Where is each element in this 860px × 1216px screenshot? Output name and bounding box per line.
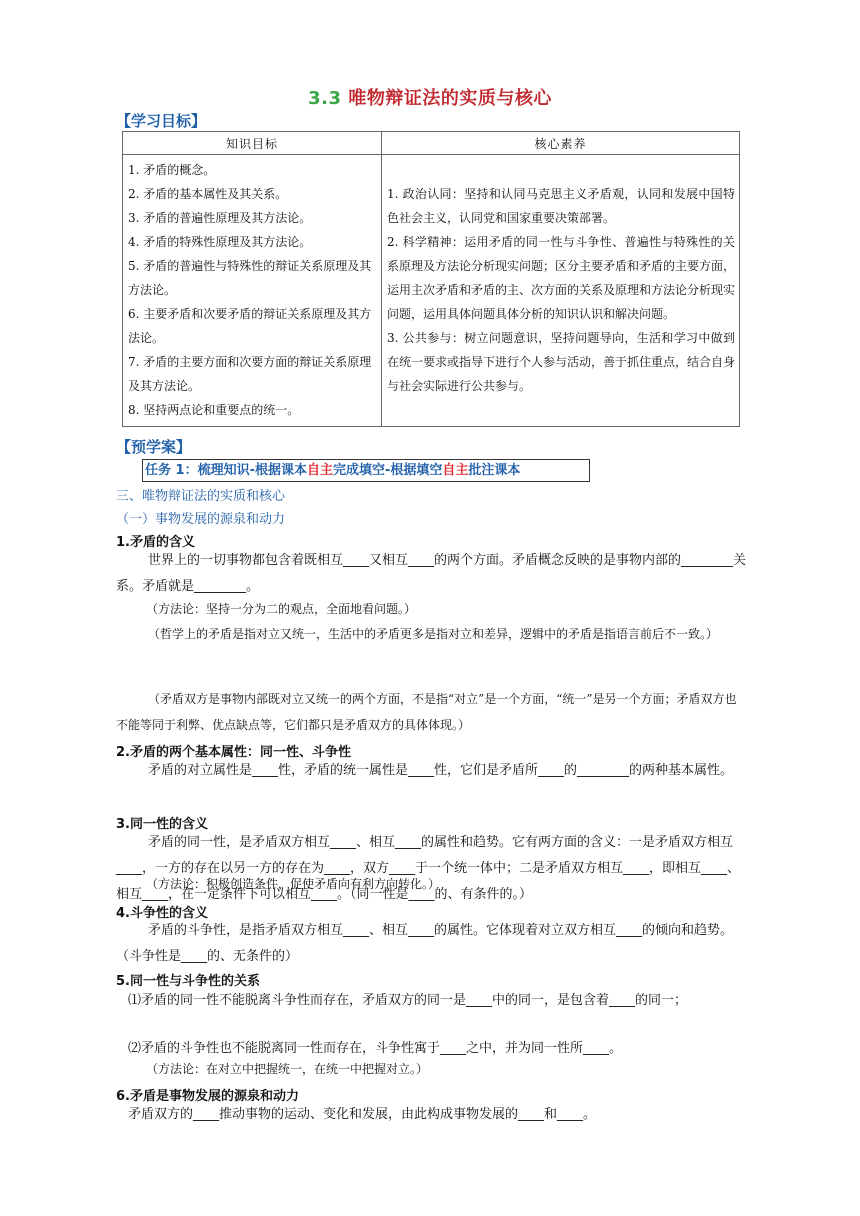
core-literacy-cell (382, 155, 740, 427)
knowledge-goal-item: 8. 坚持两点论和重要点的统一。 (128, 403, 300, 417)
heading-identity-meaning: 3.同一性的含义 (116, 817, 208, 832)
title-text: 唯物辩证法的实质与核心 (348, 88, 552, 109)
methodology-note: （方法论：积极创造条件，促使矛盾向有利方向转化。） (146, 877, 441, 891)
paragraph-relation-1: ⑴矛盾的同一性不能脱离斗争性而存在，矛盾双方的同一是____中的同一，是包含着____的同一； (128, 993, 688, 1008)
task-highlight: 自主 (442, 463, 469, 478)
paragraph-source-of-development: 矛盾双方的____推动事物的运动、变化和发展，由此构成事物发展的____和____。 (128, 1107, 597, 1122)
core-literacy-item: 3. 公共参与：树立问题意识，坚持问题导向，生活和学习中做到在统一要求或指导下进行个人参与活动，善于抓住重点，结合自身与社会实际进行公共参与。 (387, 331, 736, 393)
preview-section-heading: 【预学案】 (116, 438, 192, 456)
core-literacy-item: 2. 科学精神：运用矛盾的同一性与斗争性、普遍性与特殊性的关系原理及方法论分析现实问题；区分主要矛盾和矛盾的主要方面，运用主次矛盾和矛盾的主、次方面的关系及原理和方法论分析现实问题，运用具体问题具体分析的知识认识和解决问题。 (387, 235, 736, 321)
paragraph-identity-meaning: 矛盾的同一性，是矛盾双方相互____、相互____的属性和趋势。它有两方面的含义：一是矛盾双方相互____，一方的存在以另一方的存在为____，双方____于一个统一体中；二是矛盾双方相互____，即相互____、相互____，在一定条件下可以相互____。（同一性是____的、有条件的。） (116, 835, 741, 902)
learning-goals-table (122, 131, 740, 427)
knowledge-goal-item: 7. 矛盾的主要方面和次要方面的辩证关系原理及其方法论。 (128, 355, 372, 393)
task-text-part: 批注课本 (468, 463, 521, 478)
heading-basic-attributes: 2.矛盾的两个基本属性：同一性、斗争性 (116, 745, 351, 760)
knowledge-goal-item: 6. 主要矛盾和次要矛盾的辩证关系原理及其方法论。 (128, 307, 372, 345)
section-three-heading: 三、唯物辩证法的实质和核心 (116, 489, 286, 504)
knowledge-goal-item: 5. 矛盾的普遍性与特殊性的辩证关系原理及其方法论。 (128, 259, 372, 297)
subsection-one-heading: （一）事物发展的源泉和动力 (116, 512, 286, 527)
methodology-note: （方法论：坚持一分为二的观点，全面地看问题。） (146, 602, 417, 616)
knowledge-goals-header: 知识目标 (123, 132, 382, 155)
knowledge-goal-item: 4. 矛盾的特殊性原理及其方法论。 (128, 235, 312, 249)
task-text-part: 完成填空-根据填空 (332, 463, 443, 478)
task-highlight: 自主 (306, 463, 333, 478)
page-title (0, 84, 860, 110)
heading-source-of-development: 6.矛盾是事物发展的源泉和动力 (116, 1089, 299, 1104)
knowledge-goals-cell (123, 155, 382, 427)
knowledge-goal-item: 2. 矛盾的基本属性及其关系。 (128, 187, 288, 201)
philosophy-note: （哲学上的矛盾是指对立又统一，生活中的矛盾更多是指对立和差异，逻辑中的矛盾是指语言前后不一致。） (148, 627, 719, 641)
knowledge-goal-item: 1. 矛盾的概念。 (128, 163, 216, 177)
two-sides-note: （矛盾双方是事物内部既对立又统一的两个方面，不是指“对立”是一个方面，“统一”是另一个方面；矛盾双方也不能等同于利弊、优点缺点等，它们都只是矛盾双方的具体体现。） (116, 692, 737, 732)
heading-contradiction-meaning: 1.矛盾的含义 (116, 535, 195, 550)
paragraph-basic-attributes: 矛盾的对立属性是____性，矛盾的统一属性是____性，它们是矛盾所____的________的两种基本属性。 (148, 763, 734, 778)
paragraph-relation-2: ⑵矛盾的斗争性也不能脱离同一性而存在，斗争性寓于____之中，并为同一性所____。 (128, 1041, 623, 1056)
knowledge-goal-item: 3. 矛盾的普遍性原理及其方法论。 (128, 211, 312, 225)
task-banner (142, 459, 590, 482)
goals-section-heading: 【学习目标】 (116, 112, 207, 130)
core-literacy-header: 核心素养 (382, 132, 740, 155)
paragraph-struggle-meaning: 矛盾的斗争性，是指矛盾双方相互____、相互____的属性。它体现着对立双方相互____的倾向和趋势。（斗争性是____的、无条件的） (116, 923, 734, 964)
heading-identity-struggle-relation: 5.同一性与斗争性的关系 (116, 974, 260, 989)
paragraph-contradiction-meaning: 世界上的一切事物都包含着既相互____又相互____的两个方面。矛盾概念反映的是事物内部的________关系。矛盾就是________。 (116, 553, 747, 594)
core-literacy-item: 1. 政治认同：坚持和认同马克思主义矛盾观，认同和发展中国特色社会主义，认同党和国家重要决策部署。 (387, 187, 735, 225)
heading-struggle-meaning: 4.斗争性的含义 (116, 906, 208, 921)
task-text-part: 任务 1：梳理知识-根据课本 (145, 463, 307, 478)
title-number: 3.3 (308, 88, 342, 109)
methodology-note: （方法论：在对立中把握统一，在统一中把握对立。） (146, 1062, 429, 1076)
